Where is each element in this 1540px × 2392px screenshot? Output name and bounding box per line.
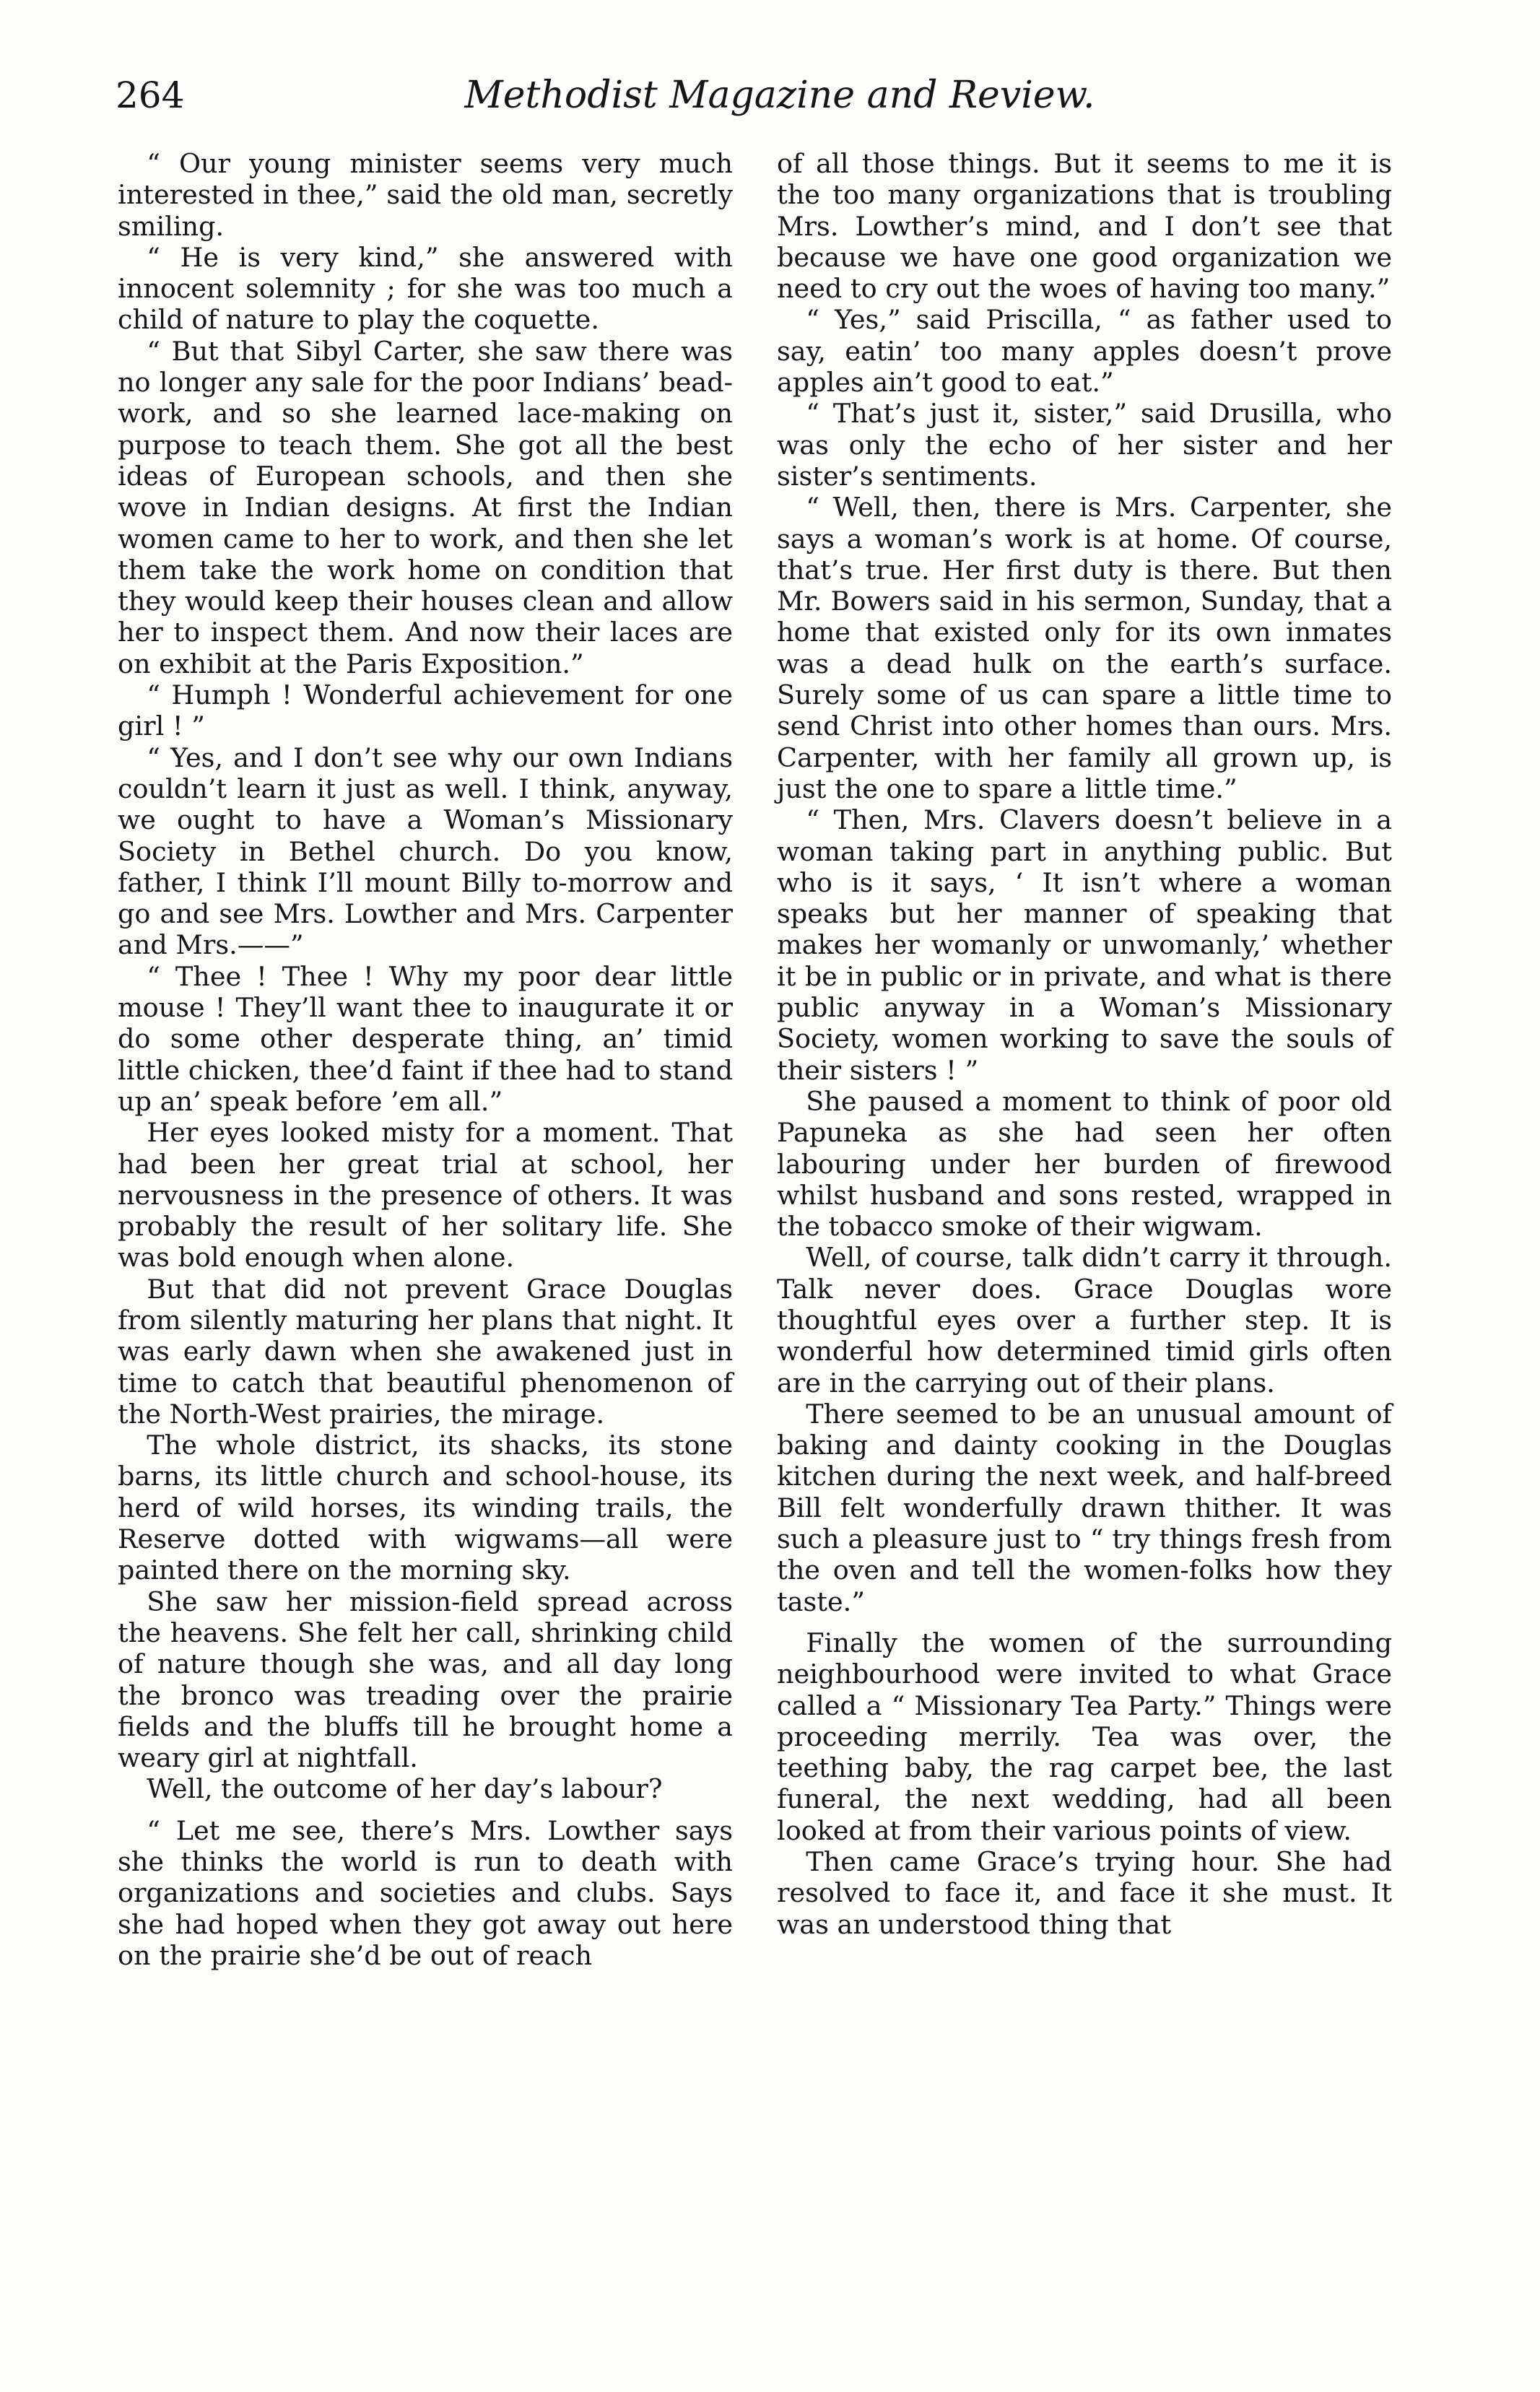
paragraph: Then came Grace’s trying hour. She had resolved to face it, and face it she must. It was an understood thing that: [777, 1846, 1392, 1940]
paragraph: Her eyes looked misty for a moment. That had been her great trial at school, her nervousness in the presence of others. It was probably the result of her solitary life. She was bold enough when alone.: [118, 1117, 733, 1274]
page-header: [116, 66, 1444, 124]
paragraph: The whole district, its shacks, its stone barns, its little church and school-house, its herd of wild horses, its winding trails, the Reserve dotted with wigwams—all were painted there on the morning sky.: [118, 1430, 733, 1586]
paragraph: “ Humph ! Wonderful achievement for one girl ! ”: [118, 679, 733, 742]
paragraph: Well, the outcome of her day’s labour?: [147, 1773, 663, 1805]
paragraph: “ Yes,” said Priscilla, “ as father used to say, eatin’ too many apples doesn’t prove apples ain’t good to eat.”: [777, 304, 1392, 399]
page-number: 264: [116, 74, 185, 116]
paragraph: “ Well, then, there is Mrs. Carpenter, she says a woman’s work is at home. Of course, that’s true. Her first duty is there. But then Mr. Bowers said in his sermon, Sunday, that a home that existed only for its own inmates was a dead hulk on the earth’s surface. Surely some of us can spare a little time to send Christ into other homes than ours. Mrs. Carpenter, with her family all grown up, is just the one to spare a little time.”: [777, 492, 1392, 804]
paragraph: “ He is very kind,” she answered with innocent solemnity ; for she was too much a child of nature to play the coquette.: [118, 241, 733, 336]
paragraph: She saw her mission-field spread across the heavens. She felt her call, shrinking child of nature though she was, and all day long the bronco was treading over the prairie fields and the bluffs till he brought home a weary girl at nightfall.: [118, 1586, 733, 1774]
running-title: Methodist Magazine and Review.: [464, 74, 1095, 117]
paragraph: There seemed to be an unusual amount of baking and dainty cooking in the Douglas kitchen during the next week, and half-breed Bill felt wonderfully drawn thither. It was such a pleasure just to “ try things fresh from the oven and tell the women-folks how they taste.”: [777, 1398, 1392, 1617]
paragraph: “ Our young minister seems very much interested in thee,” said the old man, secretly smiling.: [118, 148, 733, 242]
left-text-column: [118, 148, 733, 1971]
paragraph: “ But that Sibyl Carter, she saw there was no longer any sale for the poor Indians’ bead-work, and so she learned lace-making on purpose to teach them. She got all the best ideas of European schools, and then she wove in Indian designs. At first the Indian women came to her to work, and then she let them take the work home on condition that they would keep their houses clean and allow her to inspect them. And now their laces are on exhibit at the Paris Exposition.”: [118, 335, 733, 679]
paragraph: But that did not prevent Grace Douglas from silently maturing her plans that night. It was early dawn when she awakened just in time to catch that beautiful phenomenon of the North-West prairies, the mirage.: [118, 1273, 733, 1430]
paragraph: “ That’s just it, sister,” said Drusilla, who was only the echo of her sister and her sister’s sentiments.: [777, 398, 1392, 492]
paragraph: of all those things. But it seems to me it is the too many organizations that is troubling Mrs. Lowther’s mind, and I don’t see that because we have one good organization we need to cry out the woes of having too many.”: [777, 148, 1392, 305]
paragraph: “ Then, Mrs. Clavers doesn’t believe in a woman taking part in anything public. But who is it says, ‘ It isn’t where a woman speaks but her manner of speaking that makes her womanly or unwomanly,’ whether it be in public or in private, and what is there public anyway in a Woman’s Missionary Society, women working to save the souls of their sisters ! ”: [777, 804, 1392, 1086]
paragraph: Well, of course, talk didn’t carry it through. Talk never does. Grace Douglas wore thoughtful eyes over a further step. It is wonderful how determined timid girls often are in the carrying out of their plans.: [777, 1242, 1392, 1399]
right-text-column: [777, 148, 1392, 1940]
paragraph: “ Thee ! Thee ! Why my poor dear little mouse ! They’ll want thee to inaugurate it or do some other desperate thing, an’ timid little chicken, thee’d faint if thee had to stand up an’ speak before ’em all.”: [118, 960, 733, 1117]
paragraph: She paused a moment to think of poor old Papuneka as she had seen her often labouring under her burden of firewood whilst husband and sons rested, wrapped in the tobacco smoke of their wigwam.: [777, 1085, 1392, 1243]
paragraph: Finally the women of the surrounding neighbourhood were invited to what Grace called a “ Missionary Tea Party.” Things were proceeding merrily. Tea was over, the teething baby, the rag carpet bee, the last funeral, the next wedding, had all been looked at from their various points of view.: [777, 1627, 1392, 1846]
paragraph: “ Let me see, there’s Mrs. Lowther says she thinks the world is run to death with organizations and societies and clubs. Says she had hoped when they got away out here on the prairie she’d be out of reach: [118, 1814, 733, 1971]
paragraph: “ Yes, and I don’t see why our own Indians couldn’t learn it just as well. I think, anyway, we ought to have a Woman’s Missionary Society in Bethel church. Do you know, father, I think I’ll mount Billy to-morrow and go and see Mrs. Lowther and Mrs. Carpenter and Mrs.——”: [118, 741, 733, 961]
